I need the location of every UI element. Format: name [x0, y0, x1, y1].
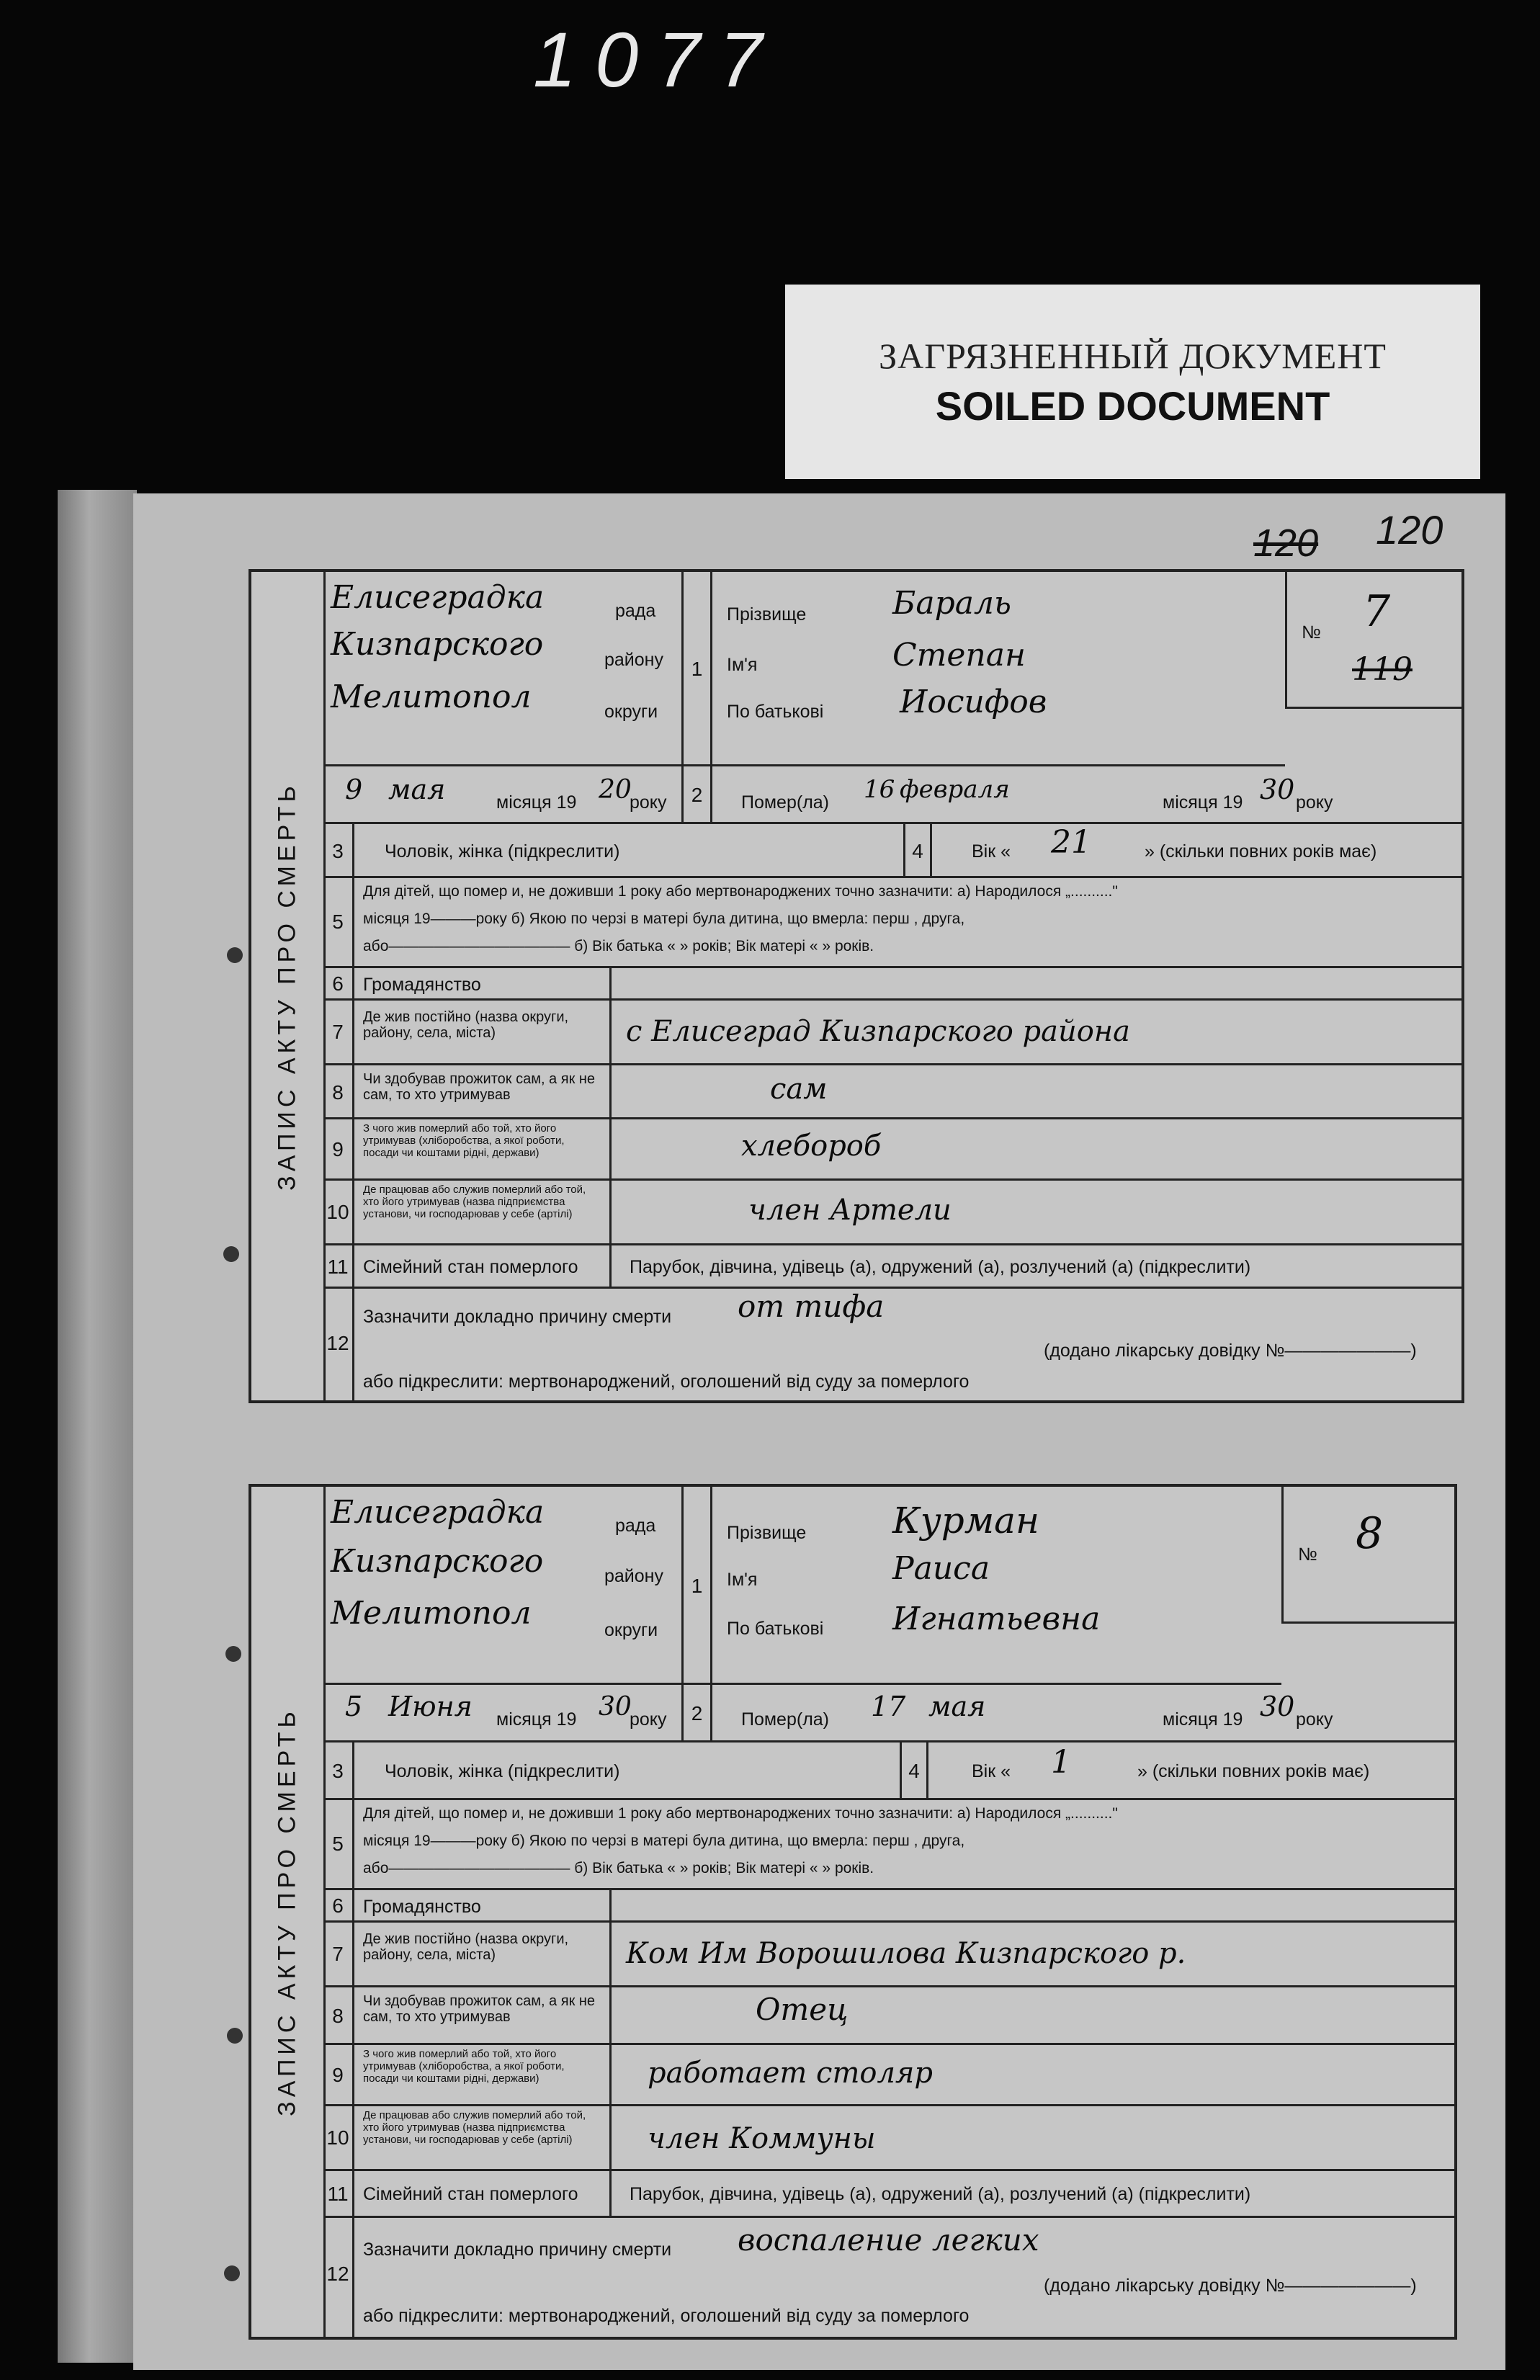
patronymic-value: Иосифов	[900, 684, 1047, 720]
record-side-title: ЗАПИС АКТУ ПРО СМЕРТЬ	[251, 1487, 326, 2337]
reg-day-value: 9	[345, 774, 363, 805]
surname-label: Прізвище	[727, 1523, 807, 1543]
registration-date-block	[323, 1685, 684, 1742]
rada-label: рада	[615, 1516, 656, 1536]
workplace-label: Де працював або служив померлий або той, хто його утримував (назва підприємства установи, чи господарював у себе (артілі)	[363, 1184, 586, 1220]
occupation-label: З чого жив померлий або той, хто його утримував (хліборобства, а якої роботи, посади чи коштами рідні, держави)	[363, 2048, 565, 2085]
row-number-2: 2	[684, 1685, 712, 1742]
row-7: 7 Де жив постійно (назва округи, району, села, міста) с Елисеград Кизпарского района	[323, 1001, 1461, 1065]
raion-value: Кизпарского	[331, 626, 544, 663]
record-number-old: 119	[1352, 651, 1413, 688]
death-date-block	[712, 1685, 1454, 1742]
death-record-2	[249, 1484, 1457, 2340]
row-5: 5 Для дітей, що помер и, не доживши 1 року або мертвонароджених точно зазначити: а) Народилося „.........." місяця 19———року б) Якою по черзі в матері була дитина, що вмерла: перш , друга, або———————————— б) Вік батька « » років; Вік матері « » років.	[323, 878, 1461, 968]
row-10: 10 Де працював або служив померлий або той, хто його утримував (назва підприємства установи, чи господарював у себе (артілі) член Коммуны	[323, 2106, 1454, 2171]
row-6: 6 Громадянство	[323, 1890, 1454, 1923]
stamp-russian-text: ЗАГРЯЗНЕННЫЙ ДОКУМЕНТ	[879, 336, 1387, 376]
death-day-value: 16	[864, 775, 895, 804]
row-3: 3 Чоловік, жінка (підкреслити) 4 Вік « 21 » (скільки повних років має)	[323, 824, 1461, 878]
death-record-1	[249, 569, 1464, 1403]
death-year-value: 30	[1260, 774, 1295, 805]
children-line-2: місяця 19———року б) Якою по черзі в матері була дитина, що вмерла: перш , друга,	[363, 1833, 965, 1849]
okruha-label: округи	[604, 1620, 658, 1640]
record-side-title: ЗАПИС АКТУ ПРО СМЕРТЬ	[251, 572, 326, 1400]
okruha-value: Мелитопол	[331, 679, 532, 715]
record-number-block	[1281, 1487, 1454, 1624]
occupation-label: З чого жив померлий або той, хто його утримував (хліборобства, а якої роботи, посади чи коштами рідні, держави)	[363, 1122, 565, 1159]
cause-label: Зазначити докладно причину смерти	[363, 2240, 672, 2260]
archive-number: 1077	[533, 16, 782, 103]
death-month-value: февраля	[900, 775, 1010, 804]
punch-hole	[223, 1246, 239, 1262]
workplace-value: член Артели	[748, 1194, 952, 1227]
died-label: Помер(ла)	[741, 1709, 830, 1730]
row-11: 11 Сімейний стан померлого Парубок, дівчина, удівець (а), одружений (а), розлучений (а) (підкреслити)	[323, 2171, 1454, 2218]
reg-month-value: мая	[388, 774, 446, 805]
name-block	[712, 572, 1285, 766]
punch-hole	[225, 1646, 241, 1662]
marital-options: Парубок, дівчина, удівець (а), одружений (а), розлучений (а) (підкреслити)	[630, 1257, 1251, 1277]
children-line-2: місяця 19———року б) Якою по черзі в матері була дитина, що вмерла: перш , друга,	[363, 911, 965, 927]
name-value: Степан	[892, 637, 1026, 674]
reg-month-label: місяця 19	[496, 792, 577, 813]
cause-label: Зазначити докладно причину смерти	[363, 1307, 672, 1327]
number-label: №	[1298, 1544, 1317, 1565]
died-label: Помер(ла)	[741, 792, 830, 813]
reg-month-label: місяця 19	[496, 1709, 577, 1730]
stamp-english-text: SOILED DOCUMENT	[935, 383, 1330, 429]
raion-label: району	[604, 650, 663, 670]
raion-label: району	[604, 1566, 663, 1586]
age-label: Вік «	[972, 841, 1011, 862]
livelihood-value: сам	[770, 1073, 828, 1106]
number-label: №	[1302, 622, 1321, 643]
surname-label: Прізвище	[727, 604, 807, 625]
registry-office-block	[323, 1487, 684, 1685]
residence-label: Де жив постійно (назва округи, району, села, міста)	[363, 1931, 569, 1963]
age-label: Вік «	[972, 1761, 1011, 1781]
reg-year-label: року	[630, 792, 667, 813]
children-line-3: або———————————— б) Вік батька « » років; Вік матері « » років.	[363, 1860, 874, 1876]
cause-alt: або підкреслити: мертвонароджений, оголошений від суду за померлого	[363, 2306, 970, 2326]
row-number-2: 2	[684, 766, 712, 824]
residence-label: Де жив постійно (назва округи, району, села, міста)	[363, 1009, 569, 1041]
row-12: 12 Зазначити докладно причину смерти от тифа (додано лікарську довідку №———————) або підкреслити: мертвонароджений, оголошений від суду за померлого	[323, 1289, 1461, 1400]
rada-label: рада	[615, 601, 656, 621]
row-9: 9 З чого жив померлий або той, хто його утримував (хліборобства, а якої роботи, посади чи коштами рідні, держави) хлебороб	[323, 1119, 1461, 1181]
row-7: 7 Де жив постійно (назва округи, району, села, міста) Ком Им Ворошилова Кизпарского р.	[323, 1923, 1454, 1987]
death-year-label: року	[1296, 792, 1333, 813]
reg-day-value: 5	[345, 1691, 363, 1722]
row-5: 5 Для дітей, що помер и, не доживши 1 року або мертвонароджених точно зазначити: а) Народилося „.........." місяця 19———року б) Якою по черзі в матері була дитина, що вмерла: перш , друга, або———————————— б) Вік батька « » років; Вік матері « » років.	[323, 1800, 1454, 1890]
livelihood-label: Чи здобував прожиток сам, а як не сам, то хто утримував	[363, 1993, 596, 2025]
soiled-document-stamp	[785, 285, 1480, 479]
punch-hole	[224, 2265, 240, 2281]
workplace-value: член Коммуны	[648, 2122, 876, 2155]
reg-month-value: Июня	[388, 1691, 473, 1722]
occupation-value: работает столяр	[648, 2057, 934, 2090]
surname-value: Курман	[892, 1500, 1039, 1542]
rada-value: Елисеградка	[331, 579, 545, 616]
cause-value: от тифа	[738, 1289, 885, 1324]
marital-label: Сімейний стан померлого	[363, 1257, 578, 1277]
reg-year-label: року	[630, 1709, 667, 1730]
patronymic-label: По батькові	[727, 702, 824, 722]
death-month-label: місяця 19	[1163, 792, 1243, 813]
children-line-1: Для дітей, що помер и, не доживши 1 року або мертвонароджених точно зазначити: а) Народилося „.........."	[363, 883, 1118, 900]
occupation-value: хлебороб	[741, 1129, 882, 1163]
row-8: 8 Чи здобував прожиток сам, а як не сам, то хто утримував сам	[323, 1065, 1461, 1119]
punch-hole	[227, 2028, 243, 2044]
workplace-label: Де працював або служив померлий або той, хто його утримував (назва підприємства установи, чи господарював у себе (артілі)	[363, 2109, 586, 2146]
death-month-value: мая	[928, 1691, 986, 1722]
row-3: 3 Чоловік, жінка (підкреслити) 4 Вік « 1 » (скільки повних років має)	[323, 1742, 1454, 1800]
form-page	[133, 493, 1505, 2370]
death-date-block	[712, 766, 1461, 824]
record-number: 8	[1356, 1508, 1384, 1559]
punch-hole	[227, 947, 243, 963]
sex-label: Чоловік, жінка (підкреслити)	[385, 841, 620, 862]
record-number: 7	[1363, 586, 1391, 637]
age-suffix-label: » (скільки повних років має)	[1145, 841, 1377, 862]
rada-value: Елисеградка	[331, 1494, 545, 1531]
page-number: 120	[1376, 507, 1443, 552]
row-number-1: 1	[684, 1487, 712, 1685]
row-6: 6 Громадянство	[323, 968, 1461, 1001]
livelihood-value: Отец	[756, 1992, 849, 2027]
row-10: 10 Де працював або служив померлий або той, хто його утримував (назва підприємства установи, чи господарював у себе (артілі) член Артели	[323, 1181, 1461, 1245]
citizenship-label: Громадянство	[363, 1897, 481, 1917]
cause-value: воспаление легких	[738, 2222, 1039, 2258]
registry-office-block	[323, 572, 684, 766]
cause-note: (додано лікарську довідку №———————)	[1044, 2276, 1417, 2296]
name-block	[712, 1487, 1281, 1685]
old-page-number: 120	[1253, 522, 1319, 565]
row-9: 9 З чого жив померлий або той, хто його утримував (хліборобства, а якої роботи, посади чи коштами рідні, держави) работает столяр	[323, 2045, 1454, 2106]
residence-value: Ком Им Ворошилова Кизпарского р.	[626, 1937, 1186, 1970]
livelihood-label: Чи здобував прожиток сам, а як не сам, то хто утримував	[363, 1071, 596, 1103]
cause-alt: або підкреслити: мертвонароджений, оголошений від суду за померлого	[363, 1372, 970, 1392]
registration-date-block	[323, 766, 684, 824]
children-line-3: або———————————— б) Вік батька « » років; Вік матері « » років.	[363, 938, 874, 954]
okruha-value: Мелитопол	[331, 1595, 532, 1632]
surname-value: Бараль	[892, 585, 1011, 622]
age-value: 1	[1051, 1744, 1071, 1781]
row-number-1: 1	[684, 572, 712, 766]
children-line-1: Для дітей, що помер и, не доживши 1 року або мертвонароджених точно зазначити: а) Народилося „.........."	[363, 1805, 1118, 1822]
citizenship-label: Громадянство	[363, 975, 481, 995]
name-label: Ім'я	[727, 1570, 758, 1590]
record-number-block	[1285, 572, 1461, 709]
age-value: 21	[1051, 824, 1091, 861]
death-year-label: року	[1296, 1709, 1333, 1730]
raion-value: Кизпарского	[331, 1543, 544, 1580]
marital-options: Парубок, дівчина, удівець (а), одружений (а), розлучений (а) (підкреслити)	[630, 2184, 1251, 2204]
reg-year-value: 30	[599, 1692, 632, 1722]
patronymic-value: Игнатьевна	[892, 1601, 1101, 1637]
binding-strip	[58, 490, 137, 2363]
age-suffix-label: » (скільки повних років має)	[1137, 1761, 1370, 1781]
row-12: 12 Зазначити докладно причину смерти воспаление легких (додано лікарську довідку №———————) або підкреслити: мертвонароджений, оголошений від суду за померлого	[323, 2218, 1454, 2337]
cause-note: (додано лікарську довідку №———————)	[1044, 1341, 1417, 1361]
row-11: 11 Сімейний стан померлого Парубок, дівчина, удівець (а), одружений (а), розлучений (а) (підкреслити)	[323, 1245, 1461, 1289]
okruha-label: округи	[604, 702, 658, 722]
row-8: 8 Чи здобував прожиток сам, а як не сам, то хто утримував Отец	[323, 1987, 1454, 2045]
death-month-label: місяця 19	[1163, 1709, 1243, 1730]
name-label: Ім'я	[727, 655, 758, 675]
death-day-value: 17	[871, 1691, 906, 1722]
marital-label: Сімейний стан померлого	[363, 2184, 578, 2204]
death-year-value: 30	[1260, 1691, 1295, 1722]
sex-label: Чоловік, жінка (підкреслити)	[385, 1761, 620, 1781]
reg-year-value: 20	[599, 775, 632, 805]
patronymic-label: По батькові	[727, 1619, 824, 1639]
name-value: Раиса	[892, 1550, 990, 1587]
residence-value: с Елисеград Кизпарского района	[626, 1015, 1130, 1048]
